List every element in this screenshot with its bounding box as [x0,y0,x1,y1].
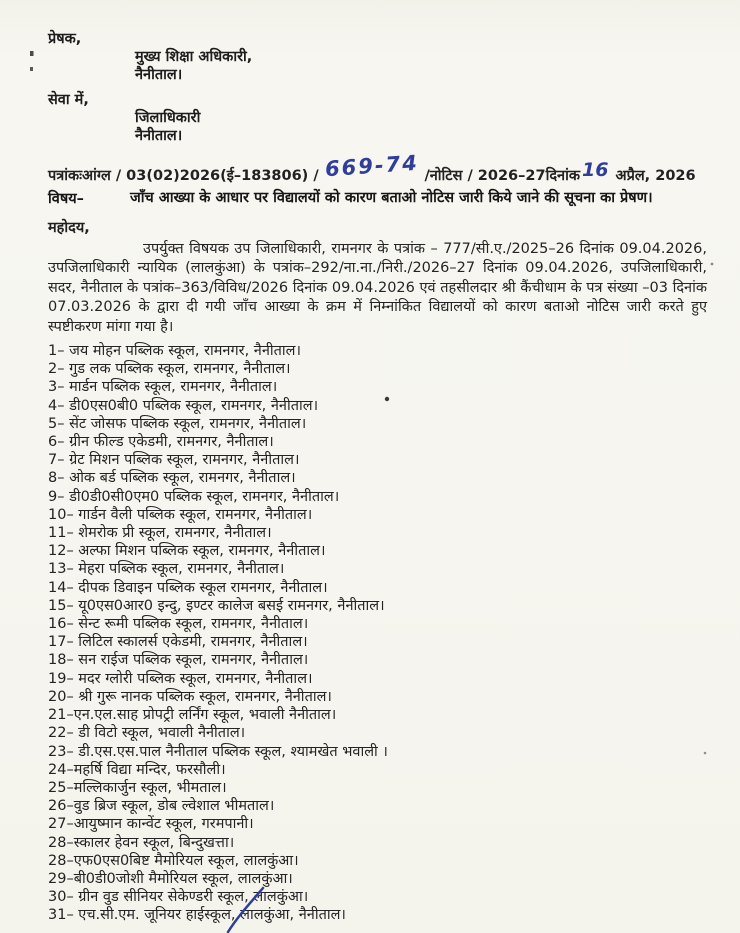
list-item: 17– लिटिल स्कालर्स एकेडमी, रामनगर, नैनीताल। [48,634,308,651]
list-item: 2– गुड लक पब्लिक स्कूल, रामनगर, नैनीताल। [48,361,291,378]
date-text: अप्रैल, 2026 [615,168,696,184]
reference-line [48,150,707,185]
list-item: 1– जय मोहन पब्लिक स्कूल, रामनगर, नैनीताल। [48,343,301,360]
list-item: 14– दीपक डिवाइन पब्लिक स्कूल रामनगर, नैनीताल। [48,579,328,596]
list-item: 13– मेहरा पब्लिक स्कूल, रामनगर, नैनीताल। [48,561,285,578]
list-item: 10– गार्डन वैली पब्लिक स्कूल, रामनगर, नैनीताल। [48,506,313,523]
date-label: दिनांक [545,168,580,184]
list-item: 28–एफ0एस0बिष्ट मैमोरियल स्कूल, लालकुंआ। [48,852,299,869]
recipient-label: सेवा में, [48,92,89,108]
list-item: 19– मदर ग्लोरी पब्लिक स्कूल, रामनगर, नैनीताल। [48,670,313,687]
ref-type-printed: /नोटिस / 2026–27 [424,168,546,184]
salutation: महोदय, [48,220,90,236]
list-item: 4– डी0एस0बी0 पब्लिक स्कूल, रामनगर, नैनीताल। [48,397,319,414]
body-paragraph: उपर्युक्त विषयक उप जिलाधिकारी, रामनगर के पत्रांक – 777/सी.ए./2025–26 दिनांक 09.04.2026, उपजिलाधिकारी न्यायिक (लालकुंआ) के पत्रांक–292/ना.ना./निरी./2026–27 दिनांक 09.04.2026, उपजिलाधिकारी, सदर, नैनीताल के पत्रांक–363/विविध/2026 दिनांक 09.04.2026 एवं तहसीलदार श्री कैंचीधाम के पत्र संख्या –03 दिनांक 07.03.2026 के द्वारा दी गयी जाँच आख्या के क्रम में निम्नांकित विद्यालयों को कारण बताओ नोटिस जारी करते हुए स्पष्टीकरण मांगा गया है। [48,241,707,335]
list-item: 3– मार्डन पब्लिक स्कूल, रामनगर, नैनीताल। [48,379,278,396]
recipient-name: जिलाधिकारी [135,110,201,126]
subject-text: जाँच आख्या के आधार पर विद्यालयों को कारण बताओ नोटिस जारी किये जाने की सूचना का प्रेषण। [130,190,653,206]
date-line [545,159,720,185]
subject-row [48,188,707,208]
list-item: 31– एच.सी.एम. जूनियर हाईस्कूल, लालकुंआ, नैनीताल। [48,907,346,924]
list-item: 26–वुड ब्रिज स्कूल, डोब ल्वेशाल भीमताल। [48,798,275,815]
sender-name: मुख्य शिक्षा अधिकारी, [135,49,253,65]
list-item: 24–महर्षि विद्या मन्दिर, फरसौली। [48,761,226,778]
list-item: 22– डी विटो स्कूल, भवाली नैनीताल। [48,725,246,742]
date-handwritten: 16 [582,159,609,181]
list-item: 12– अल्फा मिशन पब्लिक स्कूल, रामनगर, नैनीताल। [48,543,326,560]
list-item: 23– डी.एस.एस.पाल नैनीताल पब्लिक स्कूल, श्यामखेत भवाली । [48,743,388,760]
list-item: 5– सेंट जोसफ पब्लिक स्कूल, रामनगर, नैनीताल। [48,415,307,432]
sender-place: नैनीताल। [135,67,183,83]
list-item: 30– ग्रीन वुड सीनियर सेकेण्डरी स्कूल, लालकुंआ। [48,889,309,906]
scan-speck [30,51,34,56]
recipient-place: नैनीताल। [135,128,183,144]
list-item: 25–मल्लिकार्जुन स्कूल, भीमताल। [48,779,227,796]
list-item: 18– सन राईज पब्लिक स्कूल, रामनगर, नैनीताल। [48,652,309,669]
list-item: 16– सेन्ट रूमी पब्लिक स्कूल, रामनगर, नैनीताल। [48,616,309,633]
list-item: 15– यू0एस0आर0 इन्दु, इण्टर कालेज बसई रामनगर, नैनीताल। [48,597,385,614]
ref-number-handwritten: 669-74 [323,150,420,182]
school-list [48,342,707,925]
list-item: 27–आयुष्मान कान्वेंट स्कूल, गरमपानी। [48,816,254,833]
list-item: 21–एन.एल.साह प्रोपट्री लर्निंग स्कूल, भवाली नैनीताल। [48,707,337,724]
scan-speck [711,263,714,266]
ref-number-printed: पत्रांकःआंग्ल / 03(02)2026(ई–183806) / [48,168,319,184]
list-item: 20– श्री गुरू नानक पब्लिक स्कूल, रामनगर, नैनीताल। [48,688,332,705]
subject-label: विषय– [48,191,84,207]
list-item: 8– ओक बर्ड पब्लिक स्कूल, रामनगर, नैनीताल। [48,470,296,487]
sender-label: प्रेषक, [48,31,82,47]
list-item: 7– ग्रेट मिशन पब्लिक स्कूल, रामनगर, नैनीताल। [48,452,300,469]
list-item: 29–बी0डी0जोशी मैमोरियल स्कूल, लालकुंआ। [48,870,293,887]
scan-speck [30,67,33,71]
list-item: 6– ग्रीन फील्ड एकेडमी, रामनगर, नैनीताल। [48,434,274,451]
list-item: 28–स्कालर हेवन स्कूल, बिन्दुखत्ता। [48,834,235,851]
list-item: 9– डी0डी0सी0एम0 पब्लिक स्कूल, रामनगर, नैनीताल। [48,488,340,505]
list-item: 11– शेमरोक प्री स्कूल, रामनगर, नैनीताल। [48,525,272,542]
